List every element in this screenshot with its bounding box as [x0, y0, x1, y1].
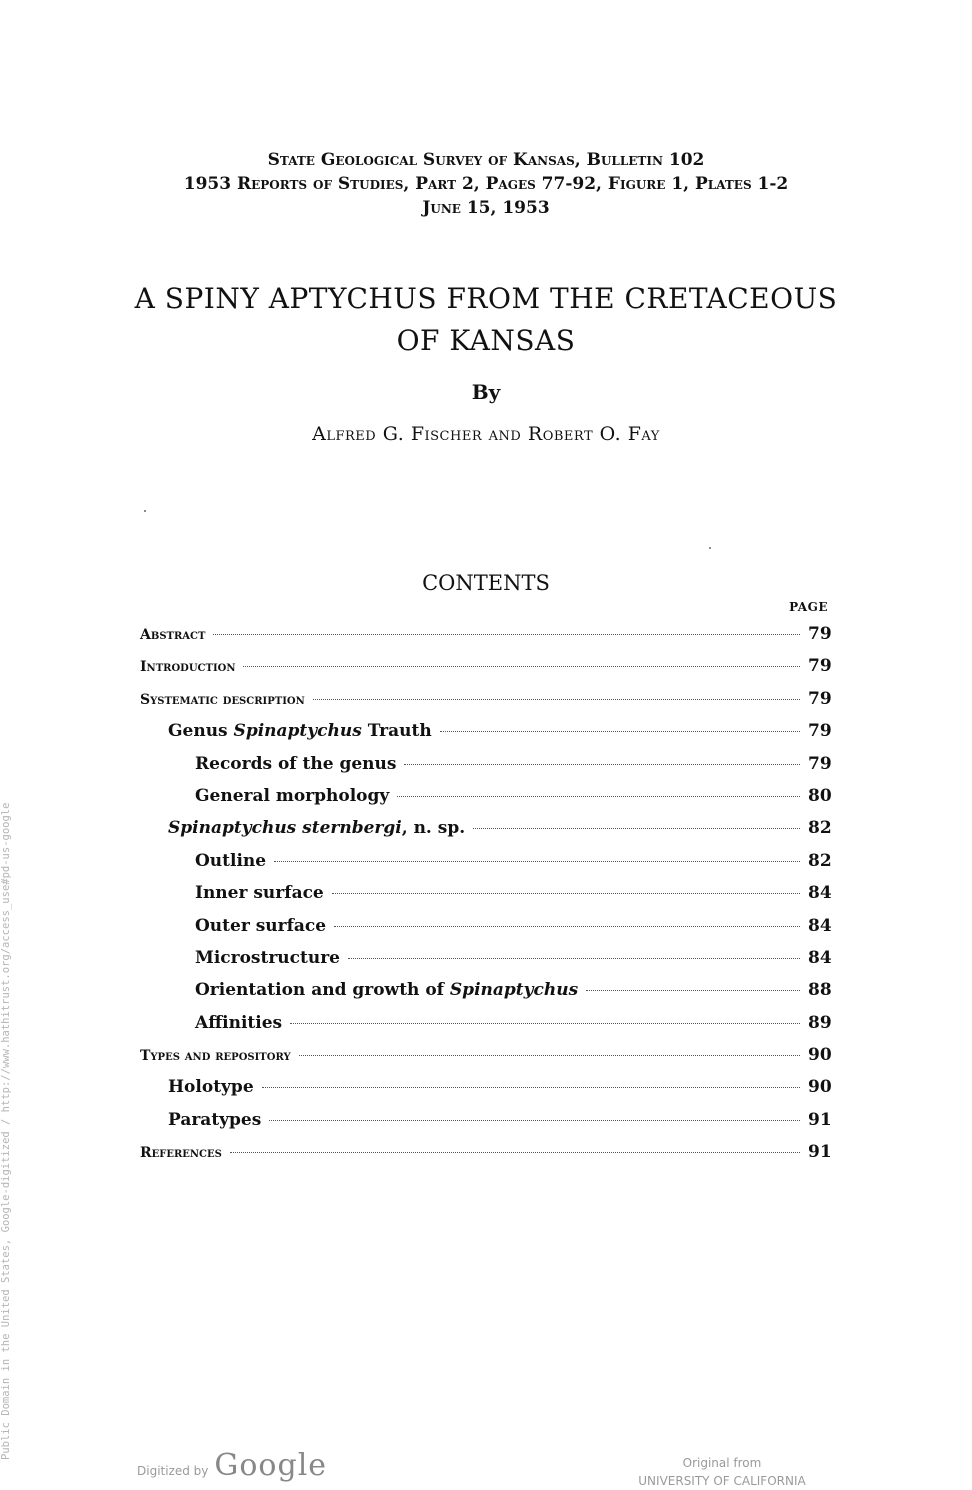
- toc-entry-label-text: Orientation and growth of: [195, 980, 450, 1001]
- bulletin-date-line: June 15, 1953: [422, 198, 550, 218]
- toc-dot-leader: [404, 764, 800, 765]
- toc-entry: [140, 1142, 832, 1174]
- toc-entry: [140, 883, 832, 915]
- page-column-label: PAGE: [789, 600, 828, 614]
- toc-entry-page: 91: [808, 1109, 832, 1130]
- toc-entry: [140, 753, 832, 786]
- toc-entry: [140, 1045, 832, 1077]
- article-title-line2: OF KANSAS: [396, 324, 576, 357]
- toc-entry-page: 79: [808, 753, 832, 774]
- toc-entry: [140, 688, 832, 721]
- toc-entry-label: Affinities: [195, 1012, 283, 1033]
- toc-entry-page: 84: [808, 883, 832, 904]
- google-logo: Google: [214, 1448, 328, 1483]
- toc-entry: [140, 656, 832, 688]
- toc-entry-label: Holotype: [168, 1077, 254, 1098]
- authors: Alfred G. Fischer and Robert O. Fay: [312, 423, 660, 445]
- toc-entry-label: Outer surface: [195, 915, 327, 936]
- toc-entry-label-text: , n. sp.: [401, 818, 466, 839]
- toc-dot-leader: [262, 1087, 800, 1088]
- toc-entry: [140, 1077, 832, 1109]
- toc-entry-label-text: Trauth: [361, 721, 432, 742]
- original-from-label: Original from: [682, 1456, 762, 1470]
- stray-mark: [144, 510, 146, 512]
- toc-dot-leader: [230, 1152, 800, 1153]
- side-watermark: Public Domain in the United States, Google-digitized / http://www.hathitrust.org/access_use#pd-us-google: [0, 802, 12, 1460]
- article-title-line1: A SPINY APTYCHUS FROM THE CRETACEOUS: [134, 282, 838, 315]
- toc-entry-page: 79: [808, 656, 832, 677]
- toc-entry-page: 91: [808, 1142, 832, 1163]
- toc-dot-leader: [269, 1120, 800, 1121]
- toc-dot-leader: [348, 958, 800, 959]
- toc-entry: [140, 980, 832, 1012]
- toc-entry-label: General morphology: [195, 785, 390, 806]
- toc-dot-leader: [397, 796, 800, 797]
- toc-entry: [140, 915, 832, 948]
- toc-dot-leader: [313, 699, 800, 700]
- toc-entry-page: 89: [808, 1012, 832, 1033]
- toc-entry-label: Types and repository: [140, 1048, 291, 1065]
- toc-entry-label: Introduction: [140, 659, 236, 676]
- stray-mark: [709, 547, 711, 549]
- toc-entry-page: 79: [808, 624, 832, 644]
- bulletin-header: [0, 148, 972, 220]
- digitized-by-mark: [137, 1448, 327, 1483]
- toc-entry: [140, 1109, 832, 1142]
- byline: By: [471, 380, 501, 404]
- toc-entry-label-italic: Spinaptychus: [449, 980, 579, 1001]
- toc-dot-leader: [274, 861, 800, 862]
- toc-dot-leader: [299, 1055, 800, 1056]
- toc-entry-page: 84: [808, 915, 832, 936]
- toc-entry-label: Inner surface: [195, 883, 324, 904]
- toc-entry-label: [195, 980, 578, 1000]
- toc-entry: [140, 850, 832, 883]
- toc-dot-leader: [332, 893, 800, 894]
- toc-dot-leader: [213, 634, 800, 635]
- toc-entry-label-italic: Spinaptychus: [233, 721, 362, 742]
- toc-entry-label: [168, 721, 432, 741]
- toc-entry-label: [168, 818, 465, 838]
- toc-dot-leader: [334, 926, 800, 927]
- bulletin-series-line: State Geological Survey of Kansas, Bulletin 102: [267, 150, 705, 170]
- toc-entry-label: Outline: [195, 850, 267, 871]
- toc-entry-page: 82: [808, 818, 832, 839]
- toc-entry-page: 82: [808, 850, 832, 871]
- toc-entry: [140, 721, 832, 753]
- toc-entry: [140, 947, 832, 980]
- toc-dot-leader: [440, 731, 800, 732]
- toc-entry: [140, 818, 832, 850]
- digitized-by-label: Digitized by: [137, 1464, 209, 1478]
- toc-dot-leader: [243, 666, 800, 667]
- contents-heading: CONTENTS: [422, 571, 550, 595]
- toc-entry-label: Systematic description: [140, 691, 305, 708]
- toc-entry: [140, 785, 832, 818]
- toc-entry: [140, 624, 832, 656]
- toc-entry-page: 88: [808, 980, 832, 1001]
- toc-dot-leader: [473, 828, 800, 829]
- toc-dot-leader: [290, 1023, 800, 1024]
- toc-entry-page: 79: [808, 721, 832, 742]
- institution-name: UNIVERSITY OF CALIFORNIA: [638, 1474, 806, 1488]
- toc-entry-page: 84: [808, 947, 832, 968]
- table-of-contents: [140, 624, 832, 1175]
- original-from-mark: [612, 1454, 832, 1490]
- bulletin-reports-line: 1953 Reports of Studies, Part 2, Pages 77-92, Figure 1, Plates 1-2: [183, 174, 789, 194]
- toc-entry-page: 90: [808, 1045, 832, 1066]
- toc-entry-page: 79: [808, 688, 832, 709]
- toc-entry-label-italic: Spinaptychus sternbergi: [168, 818, 402, 839]
- toc-dot-leader: [586, 990, 800, 991]
- article-title: [0, 278, 972, 362]
- toc-entry-label-text: Genus: [168, 721, 234, 742]
- toc-entry-label: References: [140, 1145, 222, 1162]
- toc-entry: [140, 1012, 832, 1045]
- toc-entry-page: 90: [808, 1077, 832, 1098]
- toc-entry-label: Paratypes: [168, 1109, 262, 1130]
- toc-entry-label: Abstract: [140, 627, 206, 643]
- toc-entry-label: Microstructure: [195, 947, 340, 968]
- toc-entry-page: 80: [808, 785, 832, 806]
- toc-entry-label: Records of the genus: [195, 753, 397, 774]
